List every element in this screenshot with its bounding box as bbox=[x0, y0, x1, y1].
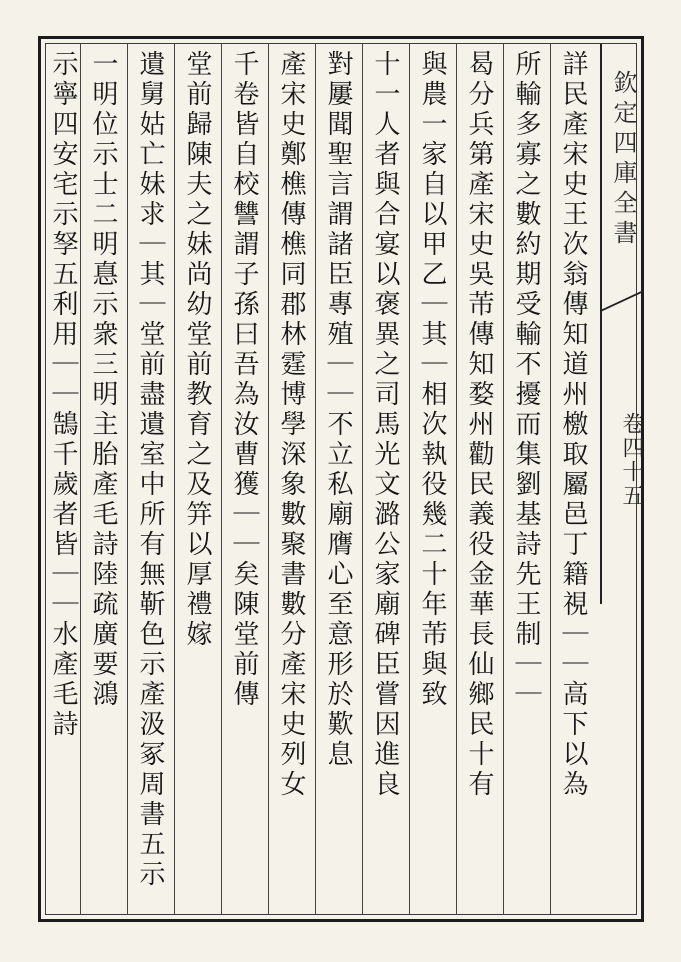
column-rule bbox=[221, 44, 222, 914]
text-column-2: 所輸多寡之數約期受輸不擾而集劉基詩先王制｜｜ bbox=[511, 50, 541, 710]
text-column-4: 與農一家自以甲乙｜其｜相次執役幾二十年芾與致 bbox=[417, 50, 447, 710]
column-rule bbox=[503, 44, 504, 914]
text-column-10: 遺舅姑亡妹求｜其｜堂前盡遺室中所有無靳色示產汲冢周書五示 bbox=[135, 50, 165, 890]
text-column-8: 千卷皆自校讐謂子孫曰吾為汝曹獲｜｜矣陳堂前傳 bbox=[229, 50, 259, 710]
text-column-1: 詳民產宋史王次翁傳知道州檄取屬邑丁籍視｜｜高下以為 bbox=[558, 50, 588, 800]
text-column-9: 堂前歸陳夫之妹尚幼堂前教育之及笄以厚禮嫁 bbox=[182, 50, 212, 650]
text-column-11: 一明位示士二明惪示衆三明主胎產毛詩陸疏廣要鴻 bbox=[88, 50, 118, 710]
text-column-3: 曷分兵第產宋史吳芾傳知婺州勸民義役金華長仙鄉民十有 bbox=[464, 50, 494, 800]
text-column-5: 十一人者與合宴以褒異之司馬光文潞公家廟碑臣嘗因進良 bbox=[370, 50, 400, 800]
book-title-margin: 欽定四庫全書 bbox=[609, 70, 637, 250]
text-column-12: 示寧四安宅示孥五利用｜｜鵠千歲者皆｜｜水產毛詩 bbox=[48, 50, 78, 740]
text-column-6: 對屢聞聖言謂諸臣專殖｜｜不立私廟膺心至意形於歎息 bbox=[323, 50, 353, 770]
column-rule bbox=[174, 44, 175, 914]
column-rule bbox=[456, 44, 457, 914]
column-rule bbox=[268, 44, 269, 914]
column-rule bbox=[315, 44, 316, 914]
column-rule bbox=[362, 44, 363, 914]
text-column-7: 產宋史鄭樵傳樵同郡林霆博學深象數聚書數分產宋史列女 bbox=[276, 50, 306, 800]
column-rule bbox=[127, 44, 128, 914]
column-rule bbox=[409, 44, 410, 914]
column-rule bbox=[550, 44, 551, 914]
volume-label: 卷四十五 bbox=[619, 412, 644, 508]
